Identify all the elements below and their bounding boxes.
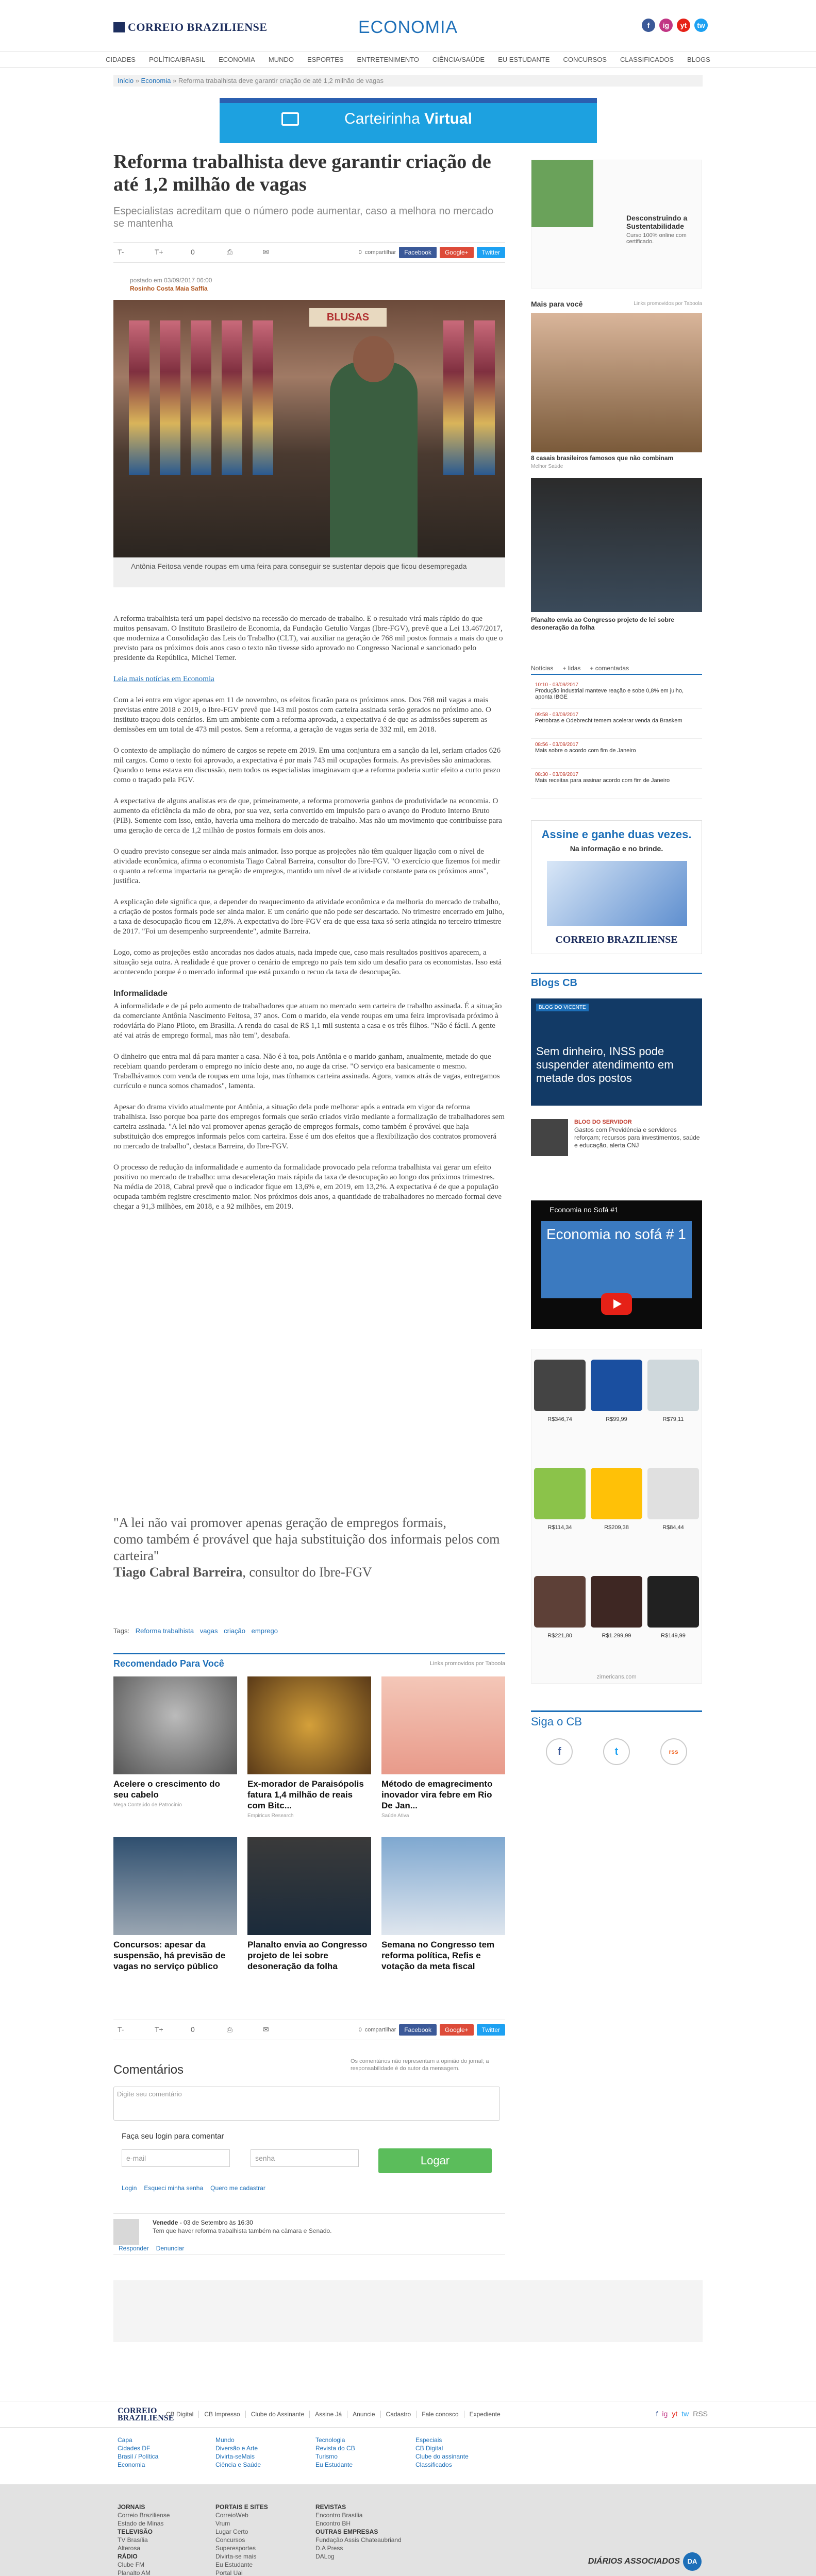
nav-esportes[interactable]: ESPORTES bbox=[307, 56, 344, 63]
footer-link[interactable]: Encontro BH bbox=[315, 2520, 351, 2527]
quote-role: , consultor do Ibre-FGV bbox=[242, 1565, 372, 1580]
share-google-button[interactable]: Google+ bbox=[440, 2024, 474, 2036]
footer-link[interactable]: Eu Estudante bbox=[215, 2561, 253, 2568]
nav-concursos[interactable]: CONCURSOS bbox=[563, 56, 607, 63]
reader-date: - 03 de Setembro às 16:30 bbox=[179, 2219, 253, 2226]
footer-link[interactable]: Portal Uai bbox=[215, 2569, 243, 2576]
recommended-card[interactable] bbox=[381, 1676, 505, 1819]
footer-link[interactable]: Mundo bbox=[215, 2436, 235, 2444]
footer-heading: OUTRAS EMPRESAS bbox=[315, 2528, 378, 2535]
blog-name: BLOG DO SERVIDOR bbox=[574, 1119, 632, 1125]
section-subtitle: Informalidade bbox=[113, 989, 168, 998]
twitter-icon[interactable]: tw bbox=[681, 2410, 689, 2418]
reader-message: Tem que haver reforma trabalhista também na câmara e Senado. bbox=[153, 2227, 332, 2234]
news-tabs bbox=[531, 662, 702, 675]
recommended-image bbox=[381, 1676, 505, 1774]
recommended-image bbox=[113, 1676, 237, 1774]
paragraph: A explicação dele significa que, a depender do reaquecimento da atividade econômica e da melhoria do mercado de trabalho, a criação de postos formais pode ser ainda maior. E um cenário que não pode ser descartado. No trimestre encerrado em julho, a taxa de desocupação ficou em 12,8%. A expectativa do Ibre-FGV era de que essa taxa só seria atingida no terceiro trimestre de 2017. "Foi um desempenho surpreendente", admite Barreira. bbox=[113, 898, 505, 936]
author-name[interactable]: Rosinho Costa bbox=[130, 285, 174, 292]
clothes-rack bbox=[160, 320, 180, 475]
shop-source[interactable]: zirnericans.com bbox=[596, 1674, 637, 1680]
devices-image bbox=[547, 861, 687, 926]
footer-link[interactable]: Encontro Brasília bbox=[315, 2512, 363, 2519]
list-item[interactable]: 10:10 - 03/09/2017 Produção industrial manteve reação e sobe 0,8% em julho, aponta IBGE bbox=[531, 679, 702, 709]
footer-link[interactable]: Tecnologia bbox=[315, 2436, 345, 2444]
paragraph: O processo de redução da informalidade e aumento da formalidade provocado pela reforma trabalhista vai gerar um efeito positivo no mercado de trabalho: uma desaceleração mais rápida da taxa de desocupação ao longo dos próximos trimestres. Na média de 2018, Cabral prevê que o indicador fique em 13,6% e, em 2019, em 13,2%. A expectativa é de que a população ocupada também registre crescimento maior. Nos próximos dois anos, a quantidade de trabalhadores no mercado formal deve chegar a 91,3 milhões, em 2018, e a 92 milhões, em 2019. bbox=[113, 1163, 502, 1211]
product-card[interactable]: R$1.299,99 bbox=[588, 1571, 645, 1653]
comments-disclaimer: Os comentários não representam a opinião do jornal; a responsabilidade é do autor da mensagem. bbox=[351, 2058, 489, 2072]
tags-row bbox=[113, 1627, 278, 1635]
reader-comment bbox=[113, 2213, 505, 2255]
footer-link[interactable]: DALog bbox=[315, 2553, 335, 2560]
share-twitter-button[interactable]: Twitter bbox=[477, 247, 505, 258]
nav-cidades[interactable]: CIDADES bbox=[106, 56, 136, 63]
print-icon[interactable]: ⎙ bbox=[227, 248, 233, 256]
share-label: compartilhar bbox=[364, 249, 396, 256]
footer-link[interactable]: Fundação Assis Chateaubriand bbox=[315, 2536, 402, 2544]
font-decrease-button[interactable]: T- bbox=[118, 2025, 124, 2033]
quote-author: Tiago Cabral Barreira bbox=[113, 1565, 243, 1580]
facebook-icon[interactable]: f bbox=[656, 2410, 658, 2418]
vendor-head bbox=[353, 336, 394, 382]
blog-text: Gastos com Previdência e servidores reforçam; recursos para investimentos, saúde e educação, alerta CNJ bbox=[574, 1126, 700, 1149]
pull-quote bbox=[113, 1515, 505, 1581]
recommended-card[interactable] bbox=[247, 1676, 371, 1819]
footer-link[interactable]: Economia bbox=[118, 2461, 145, 2468]
twitter-icon[interactable]: t bbox=[603, 1738, 630, 1765]
nav-economia[interactable]: ECONOMIA bbox=[219, 56, 255, 63]
footer-link[interactable]: Estado de Minas bbox=[118, 2520, 164, 2527]
font-increase-button[interactable]: T+ bbox=[155, 2025, 163, 2033]
author-outlet: Maia Saffía bbox=[175, 285, 208, 292]
ad-title: Desconstruindo a Sustentabilidade bbox=[626, 214, 688, 230]
tab-mais-comentadas[interactable]: + comentadas bbox=[590, 665, 629, 672]
recommended-title-text: Ex-morador de Paraisópolis fatura 1,4 milhão de reais com Bitc... bbox=[247, 1779, 364, 1810]
breadcrumb-home[interactable]: Início bbox=[118, 77, 134, 84]
recommended-image bbox=[113, 1837, 237, 1935]
play-icon[interactable] bbox=[601, 1293, 632, 1315]
list-item[interactable]: 08:30 - 03/09/2017 Mais receitas para assinar acordo com fim de Janeiro bbox=[531, 769, 702, 799]
ad-slot bbox=[113, 2280, 703, 2342]
ad-subtitle: Curso 100% online com certificado. bbox=[626, 232, 687, 245]
mais-source: Melhor Saúde bbox=[531, 464, 563, 469]
recommended-image bbox=[247, 1676, 371, 1774]
video-screen-title: Economia no sofá # 1 bbox=[546, 1226, 686, 1242]
recommended-title-text: Semana no Congresso tem reforma política, Refis e votação da meta fiscal bbox=[381, 1940, 495, 1971]
article-body bbox=[113, 614, 505, 1223]
tags-label: Tags: bbox=[113, 1627, 130, 1635]
footer-sections bbox=[0, 2428, 816, 2484]
recommended-card[interactable] bbox=[113, 1837, 237, 1972]
nav-entretenimento[interactable]: ENTRETENIMENTO bbox=[357, 56, 419, 63]
product-card[interactable]: R$84,44 bbox=[645, 1463, 702, 1545]
posted-date: postado em 03/09/2017 06:00 bbox=[130, 277, 212, 284]
footer-link[interactable]: D.A Press bbox=[315, 2545, 343, 2552]
facebook-icon[interactable]: f bbox=[642, 19, 655, 32]
main-nav bbox=[0, 52, 816, 68]
article-photo bbox=[113, 300, 505, 557]
footer-link[interactable]: Alterosa bbox=[118, 2545, 141, 2552]
recommended-title-text: Planalto envia ao Congresso projeto de lei sobre desoneração da folha bbox=[247, 1940, 368, 1971]
product-card[interactable]: R$209,38 bbox=[588, 1463, 645, 1545]
subscribe-ad[interactable] bbox=[531, 820, 702, 954]
clothes-rack bbox=[474, 320, 495, 475]
article-tools-bottom bbox=[113, 2020, 505, 2040]
instagram-icon[interactable]: ig bbox=[662, 2410, 668, 2418]
blog-featured[interactable] bbox=[531, 998, 702, 1106]
paragraph: Apesar do drama vivido atualmente por Antônia, a situação dela pode melhorar após a entrada em vigor da reforma trabalhista. Isso porque boa parte dos empregos formais que serão criados virão mediante a formalização de trabalhadores sem carteira assinada. "A lei não vai promover apenas geração de empregos formais, como também é provável que haja substituição dos empregos informais pelos com carteira. Esse é um dos efeitos que a flexibilização dos contratos promoverá no mercado de trabalho", destaca Barreira, do Ibre-FGV. bbox=[113, 1103, 505, 1150]
subscribe-logo: CORREIO BRAZILIENSE bbox=[555, 934, 678, 945]
footer-link[interactable]: Fale conosco bbox=[417, 2411, 464, 2418]
quote-text: "A lei não vai promover apenas geração de empregos formais, como também é provável que haja substituição dos informais pelos com carteira" bbox=[113, 1515, 500, 1563]
clothes-rack bbox=[253, 320, 273, 475]
carteirinha-banner[interactable] bbox=[220, 98, 597, 143]
mais-image[interactable] bbox=[531, 313, 702, 452]
footer-link[interactable]: Clube FM bbox=[118, 2561, 145, 2568]
recommended-image bbox=[247, 1837, 371, 1935]
comments-count[interactable]: 0 bbox=[191, 248, 195, 256]
recommended-card[interactable] bbox=[113, 1676, 237, 1808]
paragraph: A informalidade e de pá pelo aumento de trabalhadores que atuam no mercado sem carteira de trabalho assinada. É a situação da comerciante Antônia Nascimento Feitosa, 37 anos. Com o marido, ela vende roupas em uma feira improvisada próximo à rodoviária do Plano Piloto, em Brasília. A renda do casal de R$ 1,1 mil sustenta a casa e os três filhos. "Não é fácil. A gente até vai atrás de emprego formal, mas não tem", desabafa. bbox=[113, 1002, 502, 1040]
read-also-link[interactable]: Leia mais notícias em Economia bbox=[113, 675, 214, 683]
instagram-icon[interactable]: ig bbox=[659, 19, 673, 32]
breadcrumb: Início » Economia » Reforma trabalhista deve garantir criação de até 1,2 milhão de vagas bbox=[113, 75, 703, 87]
product-card[interactable]: R$346,74 bbox=[531, 1354, 588, 1437]
footer-link[interactable]: Especiais bbox=[415, 2436, 442, 2444]
follow-header: Siga o CB bbox=[531, 1710, 702, 1728]
taboola-sponsor[interactable]: Links promovidos por Taboola bbox=[430, 1660, 505, 1667]
share-facebook-button[interactable]: Facebook bbox=[399, 247, 437, 258]
footer-link[interactable]: Divirta-se mais bbox=[215, 2553, 257, 2560]
recommended-title-text: Acelere o crescimento do seu cabelo bbox=[113, 1779, 220, 1800]
mais-title-text[interactable]: 8 casais brasileiros famosos que não combinam bbox=[531, 454, 674, 462]
footer-link[interactable]: Revista do CB bbox=[315, 2445, 355, 2452]
footer-top bbox=[0, 2401, 816, 2428]
article-headline: Reforma trabalhista deve garantir criação de até 1,2 milhão de vagas bbox=[113, 151, 491, 195]
footer-link[interactable]: CorreioWeb bbox=[215, 2512, 248, 2519]
share-count: 0 bbox=[358, 2027, 362, 2033]
mais-title: Mais para você bbox=[531, 300, 583, 308]
tag-link[interactable]: Reforma trabalhista bbox=[135, 1627, 194, 1635]
footer-link[interactable]: CB Impresso bbox=[199, 2411, 245, 2418]
social-links bbox=[642, 19, 708, 32]
diarios-associados-logo[interactable]: DIÁRIOS ASSOCIADOS DA bbox=[588, 2552, 702, 2571]
clothes-rack bbox=[191, 320, 211, 475]
list-item[interactable]: 08:56 - 03/09/2017 Mais sobre o acordo com fim de Janeiro bbox=[531, 739, 702, 769]
font-decrease-button[interactable]: T- bbox=[118, 248, 124, 256]
footer-heading: TELEVISÃO bbox=[118, 2528, 153, 2535]
subscribe-title: Assine e ganhe duas vezes. bbox=[541, 828, 692, 841]
taboola-sponsor[interactable]: Links promovidos por Taboola bbox=[634, 301, 702, 307]
mais-para-voce bbox=[531, 300, 702, 308]
share-label: compartilhar bbox=[364, 2027, 396, 2033]
breadcrumb-section[interactable]: Economia bbox=[141, 77, 171, 84]
recommended-source: Empiricus Research bbox=[247, 1813, 294, 1819]
video-title: Economia no Sofá #1 bbox=[549, 1206, 619, 1214]
blog-headline: Sem dinheiro, INSS pode suspender atendimento em metade dos postos bbox=[536, 1045, 674, 1084]
footer-link[interactable]: Assine Já bbox=[310, 2411, 347, 2418]
shop-sign: BLUSAS bbox=[309, 308, 387, 327]
nav-ciencia-saude[interactable]: CIÊNCIA/SAÚDE bbox=[432, 56, 485, 63]
comment-textarea[interactable]: Digite seu comentário bbox=[113, 2087, 500, 2121]
footer-link[interactable]: Clube do assinante bbox=[415, 2453, 469, 2460]
video-player[interactable] bbox=[531, 1200, 702, 1329]
footer-link[interactable]: Anuncie bbox=[347, 2411, 380, 2418]
news-list bbox=[531, 679, 702, 799]
article-tools bbox=[113, 242, 505, 263]
product-card[interactable]: R$221,80 bbox=[531, 1571, 588, 1653]
reader-name: Venedde bbox=[153, 2219, 178, 2226]
share-count: 0 bbox=[358, 249, 362, 256]
email-field[interactable]: e-mail bbox=[122, 2149, 230, 2167]
paragraph: O contexto de ampliação do número de cargos se repete em 2019. Em uma conjuntura em a sanção da lei, seriam criados 626 mil cargos. Como o texto foi aprovado, a expectativa é por mais 743 mil ocupações formais. As previsões são animadoras. Quando o tema estava em discussão, nem todos os especialistas imaginavam que a reforma poderia surtir efeito a curto prazo como o traçado pela FGV. bbox=[113, 747, 501, 784]
ad-image bbox=[531, 160, 593, 227]
breadcrumb-current: Reforma trabalhista deve garantir criação de até 1,2 milhão de vagas bbox=[178, 77, 384, 84]
footer-link[interactable]: Cadastro bbox=[381, 2411, 417, 2418]
share-row bbox=[359, 2024, 505, 2036]
sidebar-ad[interactable] bbox=[531, 160, 702, 289]
youtube-icon[interactable]: yt bbox=[677, 19, 690, 32]
font-increase-button[interactable]: T+ bbox=[155, 248, 163, 256]
mais-image[interactable] bbox=[531, 478, 702, 612]
tag-link[interactable]: vagas bbox=[199, 1627, 218, 1635]
tab-mais-lidas[interactable]: + lidas bbox=[562, 665, 581, 672]
nav-mundo[interactable]: MUNDO bbox=[268, 56, 294, 63]
share-twitter-button[interactable]: Twitter bbox=[477, 2024, 505, 2036]
footer-social bbox=[656, 2410, 708, 2418]
footer-link[interactable]: Turismo bbox=[315, 2453, 338, 2460]
footer-link[interactable]: Lugar Certo bbox=[215, 2528, 248, 2535]
rss-icon[interactable]: RSS bbox=[693, 2410, 708, 2418]
share-row bbox=[359, 247, 505, 258]
product-card[interactable]: R$99,99 bbox=[588, 1354, 645, 1437]
login-button[interactable]: Logar bbox=[378, 2148, 492, 2173]
paragraph: A reforma trabalhista terá um papel decisivo na recessão do mercado de trabalho. E o resultado virá mais rápido do que muitos pensavam. O Instituto Brasileiro de Economia, da Fundação Getulio Vargas (Ibre-FGV), prevê que a Lei 13.467/2017, que moderniza a Consolidação das Leis do Trabalho (CLT), vai auxiliar na geração de 768 mil postos formais a mais do que o previsto para os próximos dois anos caso o texto não tivesse sido aprovado no Congresso Nacional e sancionado pelo presidente da República, Michel Temer. bbox=[113, 615, 503, 662]
footer-link[interactable]: Ciência e Saúde bbox=[215, 2461, 261, 2468]
recommended-image bbox=[381, 1837, 505, 1935]
footer-link[interactable]: Capa bbox=[118, 2436, 132, 2444]
nav-politica[interactable]: POLÍTICA/BRASIL bbox=[148, 56, 206, 63]
nav-eu-estudante[interactable]: EU ESTUDANTE bbox=[498, 56, 550, 63]
vendor-figure bbox=[330, 362, 418, 557]
nav-classificados[interactable]: CLASSIFICADOS bbox=[620, 56, 674, 63]
site-logo[interactable]: CORREIO BRAZILIENSE bbox=[113, 21, 268, 34]
recommended-title-text: Concursos: apesar da suspensão, há previsão de vagas no serviço público bbox=[113, 1940, 226, 1971]
tag-link[interactable]: emprego bbox=[251, 1627, 278, 1635]
list-item[interactable]: 09:58 - 03/09/2017 Petrobras e Odebrecht temem acelerar venda da Braskem bbox=[531, 709, 702, 739]
follow-icons bbox=[531, 1738, 702, 1765]
footer-link[interactable]: Correio Braziliense bbox=[118, 2512, 170, 2519]
paragraph: Com a lei entra em vigor apenas em 11 de novembro, os efeitos ficarão para os próximos anos. Dos 768 mil vagas a mais previstas entre 2018 e 2019, o Ibre-FGV prevê que 143 mil postos com carteira assinada serão gerados no próximo ano. O instituto traçou dois cenários. Em um ambiente com a reforma aprovada, a expectativa é de que as admissões superem as demissões em um total de 473 mil postos. Sem a reforma, a geração de vagas seria de 332 mil, em 2018. bbox=[113, 696, 491, 734]
recommended-card[interactable] bbox=[247, 1837, 371, 1972]
share-google-button[interactable]: Google+ bbox=[440, 247, 474, 258]
footer-heading: PORTAIS E SITES bbox=[215, 2503, 268, 2511]
mais-title-text[interactable]: Planalto envia ao Congresso projeto de lei sobre desoneração da folha bbox=[531, 616, 675, 631]
login-label: Faça seu login para comentar bbox=[122, 2132, 224, 2141]
report-button[interactable]: Denunciar bbox=[156, 2245, 185, 2252]
photo-caption: Antônia Feitosa vende roupas em uma feira para conseguir se sustentar depois que ficou desempregada bbox=[113, 557, 505, 587]
footer-link[interactable]: Concursos bbox=[215, 2536, 245, 2544]
footer-logo[interactable]: CORREIO BRAZILIENSE bbox=[118, 2406, 174, 2422]
banner-label: Carteirinha Virtual bbox=[344, 110, 472, 127]
clothes-rack bbox=[129, 320, 149, 475]
recommended-header bbox=[113, 1653, 505, 1669]
clothes-rack bbox=[443, 320, 464, 475]
register-link[interactable]: Quero me cadastrar bbox=[210, 2184, 265, 2192]
footer-link[interactable]: Clube do Assinante bbox=[246, 2411, 310, 2418]
paragraph: O quadro previsto consegue ser ainda mais animador. Isso porque as projeções não têm qualquer ligação com o nível de atividade econômica, afirma o economista Tiago Cabral Barreira, consultor do Ibre-FGV. "O exercício que fizemos foi medir o quanto a reforma impactaria na geração de empregos, mantido um nível de atividade constante para os próximos anos", justifica. bbox=[113, 848, 501, 885]
footer-link[interactable]: Eu Estudante bbox=[315, 2461, 353, 2468]
youtube-icon[interactable]: yt bbox=[672, 2410, 678, 2418]
twitter-icon[interactable]: tw bbox=[694, 19, 708, 32]
footer-link[interactable]: Vrum bbox=[215, 2520, 230, 2527]
footer-link[interactable]: Divirta-seMais bbox=[215, 2453, 255, 2460]
print-icon[interactable]: ⎙ bbox=[227, 2025, 233, 2033]
email-icon[interactable]: ✉ bbox=[263, 248, 269, 256]
forgot-password-link[interactable]: Esqueci minha senha bbox=[144, 2184, 204, 2192]
article-subhead: Especialistas acreditam que o número pode aumentar, caso a melhora no mercado se mantenha bbox=[113, 206, 494, 229]
footer-link[interactable]: Superesportes bbox=[215, 2545, 256, 2552]
paragraph: Logo, como as projeções estão ancoradas nos dados atuais, nada impede que, caso mais resultados positivos aparecem, a situação seja outra. A realidade é que prover o cenário de emprego no país tem sido um desafio para os economistas. Isso está acontecendo porque é o mercado informal que está puxando o recuo da taxa de desocupação. bbox=[113, 948, 502, 976]
facebook-icon[interactable]: f bbox=[546, 1738, 573, 1765]
product-card[interactable]: R$149,99 bbox=[645, 1571, 702, 1653]
recommended-title: Recomendado Para Você bbox=[113, 1658, 224, 1669]
site-header bbox=[0, 0, 816, 52]
footer-link[interactable]: Diversão e Arte bbox=[215, 2445, 258, 2452]
footer-link[interactable]: Cidades DF bbox=[118, 2445, 151, 2452]
clothes-rack bbox=[222, 320, 242, 475]
paragraph: O dinheiro que entra mal dá para manter a casa. Não é à toa, pois Antônia e o marido ganham, anualmente, metade do que recebiam quando perderam o emprego no início deste ano, no auge da crise. "O serviço era basicamente o mesmo. Trabalhávamos com venda de roupas em uma loja, mas tínhamos carteira assinada. Agora, vamos atrás de vagas, entregamos currículo e nunca somos chamados", lamenta. bbox=[113, 1053, 500, 1090]
tag-link[interactable]: criação bbox=[224, 1627, 246, 1635]
blog-item[interactable] bbox=[531, 1119, 702, 1171]
recommended-card[interactable] bbox=[381, 1837, 505, 1972]
section-title: ECONOMIA bbox=[358, 18, 458, 37]
nav-blogs[interactable]: BLOGS bbox=[687, 56, 710, 63]
share-facebook-button[interactable]: Facebook bbox=[399, 2024, 437, 2036]
footer-link[interactable]: Expediente bbox=[469, 2411, 501, 2418]
footer-heading: REVISTAS bbox=[315, 2503, 346, 2511]
login-link[interactable]: Login bbox=[122, 2184, 137, 2192]
avatar bbox=[113, 2219, 139, 2245]
login-links bbox=[122, 2184, 265, 2192]
comments-title: Comentários bbox=[113, 2063, 184, 2077]
rss-icon[interactable]: rss bbox=[660, 1738, 687, 1765]
footer-heading: JORNAIS bbox=[118, 2503, 145, 2511]
banner-stripe bbox=[220, 98, 597, 103]
password-field[interactable]: senha bbox=[251, 2149, 359, 2167]
footer-link[interactable]: TV Brasília bbox=[118, 2536, 148, 2544]
subscribe-subtitle: Na informação e no brinde. bbox=[570, 844, 663, 853]
footer-links bbox=[161, 2411, 506, 2418]
footer-link[interactable]: Brasil / Política bbox=[118, 2453, 159, 2460]
product-card[interactable]: R$79,11 bbox=[645, 1354, 702, 1437]
byline bbox=[130, 276, 212, 293]
footer-group bbox=[0, 2484, 816, 2576]
blog-tag: BLOG DO VICENTE bbox=[536, 1004, 589, 1011]
footer-link[interactable]: CB Digital bbox=[161, 2411, 199, 2418]
email-icon[interactable]: ✉ bbox=[263, 2025, 269, 2033]
tab-noticias[interactable]: Notícias bbox=[531, 665, 554, 672]
footer-link[interactable]: CB Digital bbox=[415, 2445, 443, 2452]
blog-avatar bbox=[531, 1119, 568, 1156]
footer-link[interactable]: Classificados bbox=[415, 2461, 452, 2468]
recommended-source: Saúde Ativa bbox=[381, 1813, 409, 1819]
blogs-header: Blogs CB bbox=[531, 973, 702, 989]
recommended-title-text: Método de emagrecimento inovador vira febre em Rio De Jan... bbox=[381, 1779, 493, 1810]
product-card[interactable]: R$114,34 bbox=[531, 1463, 588, 1545]
paragraph: A expectativa de alguns analistas era de que, primeiramente, a reforma promoveria ganhos de produtividade na economia. O aumento da eficiência da mão de obra, por sua vez, seria convertido em impulsão para o avanço do Produto Interno Bruto (PIB). Somente com isso, então, haveria uma melhora do mercado de trabalho. Mas não um movimento que contribuísse para uma geração de cerca de 1,2 milhão de postos formais em dois anos. bbox=[113, 797, 502, 835]
da-mark-icon: DA bbox=[683, 2552, 702, 2571]
reply-button[interactable]: Responder bbox=[119, 2245, 149, 2252]
shopping-ad bbox=[531, 1349, 702, 1684]
footer-link[interactable]: Planalto AM bbox=[118, 2569, 151, 2576]
footer-heading: RÁDIO bbox=[118, 2553, 138, 2560]
comments-count[interactable]: 0 bbox=[191, 2025, 195, 2033]
recommended-source: Mega Conteúdo de Patrocínio bbox=[113, 1802, 182, 1808]
